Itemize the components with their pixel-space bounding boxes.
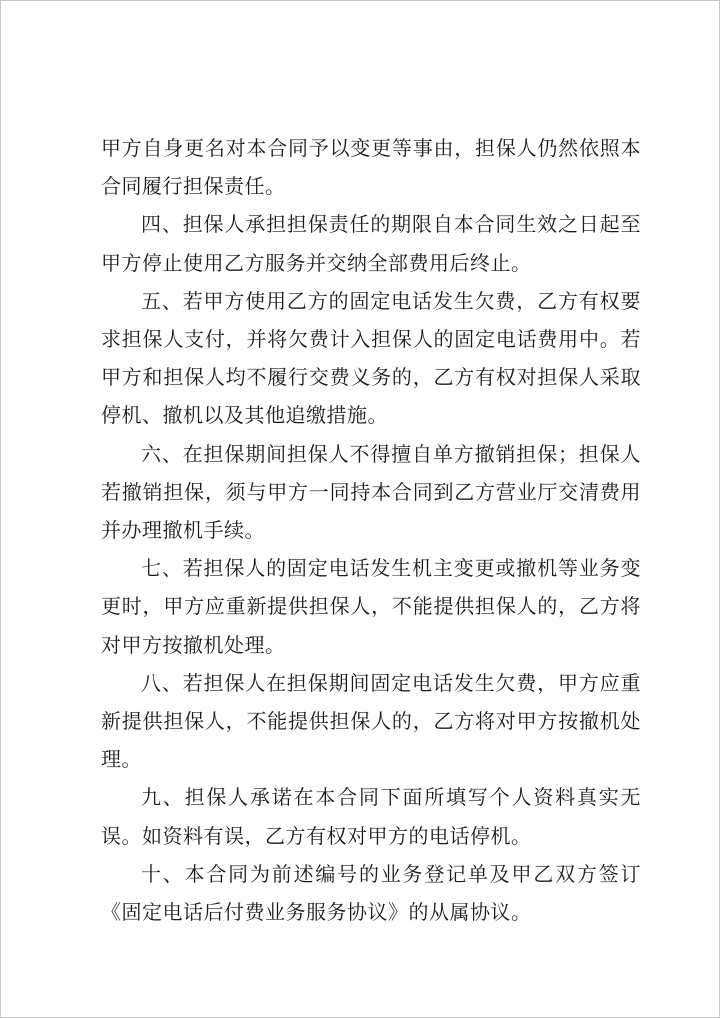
paragraph-clause-8: 八、若担保人在担保期间固定电话发生欠费，甲方应重新提供担保人，不能提供担保人的，乙方将对甲方按撤机处理。 [101,670,641,772]
paragraph-clause-7: 七、若担保人的固定电话发生机主变更或撤机等业务变更时，甲方应重新提供担保人，不能提供担保人的，乙方将对甲方按撤机处理。 [101,556,641,657]
paragraph-clause-5: 五、若甲方使用乙方的固定电话发生欠费，乙方有权要求担保人支付，并将欠费计入担保人的固定电话费用中。若甲方和担保人均不履行交费义务的，乙方有权对担保人采取停机、撤机以及其他追缴措施。 [101,288,641,428]
paragraph-continuation: 甲方自身更名对本合同予以变更等事由，担保人仍然依照本合同履行担保责任。 [101,136,641,199]
paragraph-clause-4: 四、担保人承担担保责任的期限自本合同生效之日起至甲方停止使用乙方服务并交纳全部费用后终止。 [101,212,641,275]
paragraph-clause-9: 九、担保人承诺在本合同下面所填写个人资料真实无误。如资料有误，乙方有权对甲方的电话停机。 [101,785,641,848]
paragraph-clause-6: 六、在担保期间担保人不得擅自单方撤销担保；担保人若撤销担保，须与甲方一同持本合同到乙方营业厅交清费用并办理撤机手续。 [101,441,641,543]
paragraph-clause-10: 十、本合同为前述编号的业务登记单及甲乙双方签订《固定电话后付费业务服务协议》的从属协议。 [101,861,641,925]
contract-body [101,129,641,931]
